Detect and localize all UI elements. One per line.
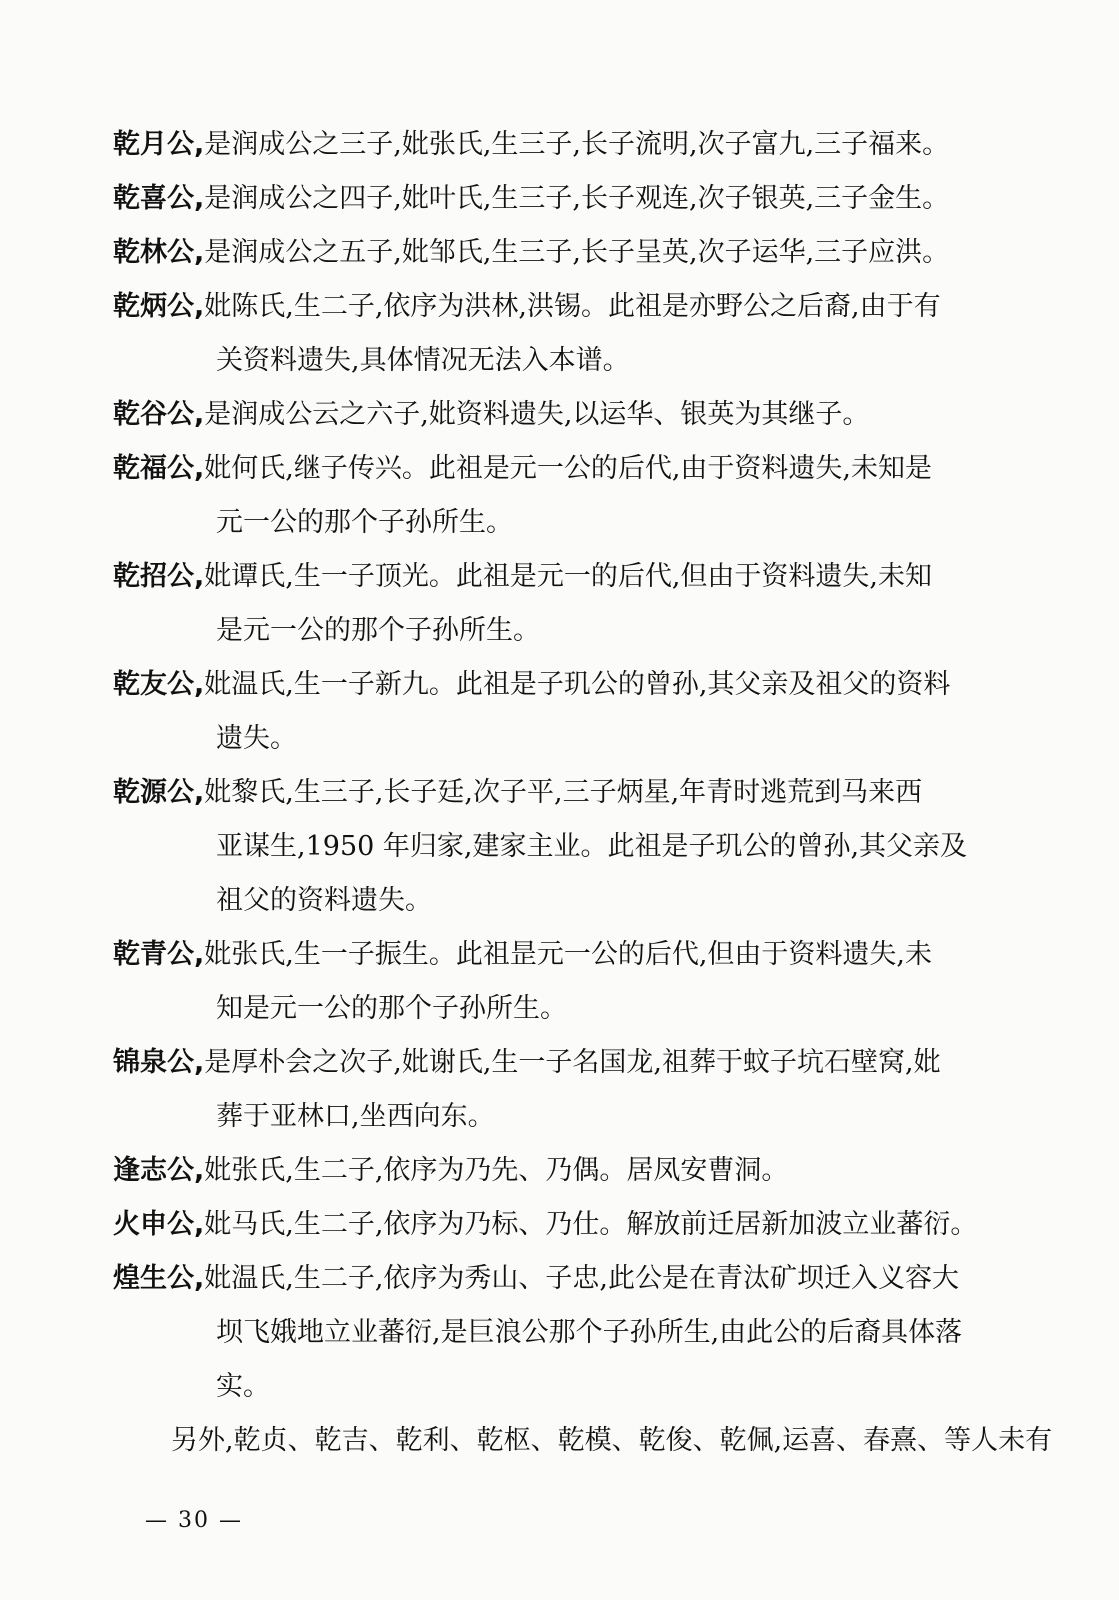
ancestor-name: 锦泉公,: [113, 1047, 205, 1078]
entry-text: 妣温氏,生二子,依序为秀山、子忠,此公是在青汰矿坝迁入义容大: [204, 1263, 960, 1294]
entry-text: 妣张氏,生一子振生。此祖昰元一公的后代,但由于资料遗失,未: [204, 939, 933, 970]
entry-text: 是润成公云之六子,妣资料遗失,以运华、银英为其继子。: [204, 399, 870, 430]
entry-text: 妣陈氏,生二子,依序为洪林,洪锡。此祖是亦野公之后裔,由于有: [204, 291, 941, 322]
entry-line: [113, 766, 1053, 820]
ancestor-name: 煌生公,: [113, 1263, 205, 1294]
entry-line: [113, 388, 1053, 442]
entry-continuation-line: [113, 1090, 1053, 1144]
entry-continuation-line: [113, 712, 1053, 766]
entry-continuation-line: [113, 496, 1053, 550]
entry-line: [113, 118, 1053, 172]
ancestor-name: 火申公,: [113, 1209, 205, 1240]
entry-line: [113, 442, 1053, 496]
entry-text: 是润成公之三子,妣张氏,生三子,长子流明,次子富九,三子福来。: [204, 129, 950, 160]
entry-text: 是润成公之四子,妣叶氏,生三子,长子观连,次子银英,三子金生。: [204, 183, 950, 214]
entry-line: [113, 1198, 1053, 1252]
ancestor-name: 乾招公,: [113, 561, 205, 592]
ancestor-name: 逢志公,: [113, 1155, 205, 1186]
entry-text: 妣温氏,生一子新九。此祖是子玑公的曾孙,其父亲及祖父的资料: [204, 669, 951, 700]
entry-text: 关资料遗失,具体情况无法入本谱。: [216, 345, 630, 376]
entry-text: 是元一公的那个子孙所生。: [216, 615, 540, 646]
entry-line: [113, 172, 1053, 226]
entry-continuation-line: [113, 820, 1053, 874]
entry-line: [113, 658, 1053, 712]
entry-text: 亚谋生,1950 年归家,建家主业。此祖是子玑公的曾孙,其父亲及: [216, 831, 968, 862]
entry-line: [113, 550, 1053, 604]
entry-text: 遗失。: [216, 723, 297, 754]
ancestor-name: 乾炳公,: [113, 291, 205, 322]
entry-text: 坝飞娥地立业蕃衍,是巨浪公那个子孙所生,由此公的后裔具体落: [216, 1317, 963, 1348]
ancestor-name: 乾友公,: [113, 669, 205, 700]
ancestor-name: 乾青公,: [113, 939, 205, 970]
entry-line: [113, 1144, 1053, 1198]
entry-continuation-line: [113, 874, 1053, 928]
ancestor-name: 乾福公,: [113, 453, 205, 484]
entry-continuation-line: [113, 1306, 1053, 1360]
entry-text: 妣张氏,生二子,依序为乃先、乃偶。居凤安曹洞。: [204, 1155, 789, 1186]
genealogy-entries: [113, 118, 1053, 1468]
entry-continuation-line: [113, 334, 1053, 388]
entry-text: 妣马氏,生二子,依序为乃标、乃仕。解放前迁居新加波立业蕃衍。: [204, 1209, 978, 1240]
entry-text: 是厚朴会之次子,妣谢氏,生一子名国龙,祖葬于蚊子坑石壁窝,妣: [204, 1047, 941, 1078]
ancestor-name: 乾月公,: [113, 129, 205, 160]
ancestor-name: 乾谷公,: [113, 399, 205, 430]
ancestor-name: 乾林公,: [113, 237, 205, 268]
entry-text: 祖父的资料遗失。: [216, 885, 432, 916]
entry-line: [113, 226, 1053, 280]
entry-text: 妣黎氏,生三子,长子廷,次子平,三子炳星,年青时逃荒到马来西: [204, 777, 923, 808]
entry-line: [113, 280, 1053, 334]
entry-continuation-line: [113, 982, 1053, 1036]
entry-continuation-line: [113, 1360, 1053, 1414]
entry-text: 实。: [216, 1371, 270, 1402]
entry-text: 元一公的那个子孙所生。: [216, 507, 513, 538]
page-number: — 30 —: [145, 1508, 243, 1533]
entry-text: 是润成公之五子,妣邹氏,生三子,长子呈英,次子运华,三子应洪。: [204, 237, 950, 268]
entry-text: 知是元一公的那个子孙所生。: [216, 993, 567, 1024]
entry-text: 妣谭氏,生一子顶光。此祖是元一的后代,但由于资料遗失,未知: [204, 561, 933, 592]
entry-line: [113, 1036, 1053, 1090]
entry-line: [113, 928, 1053, 982]
ancestor-name: 乾喜公,: [113, 183, 205, 214]
entry-continuation-line: [113, 604, 1053, 658]
closing-note: 另外,乾贞、乾吉、乾利、乾枢、乾模、乾俊、乾佩,运喜、春熹、等人未有: [171, 1425, 1053, 1456]
entry-text: 葬于亚林口,坐西向东。: [216, 1101, 495, 1132]
ancestor-name: 乾源公,: [113, 777, 205, 808]
entry-line: [113, 1252, 1053, 1306]
entry-text: 妣何氏,继子传兴。此祖是元一公的后代,由于资料遗失,未知是: [204, 453, 933, 484]
